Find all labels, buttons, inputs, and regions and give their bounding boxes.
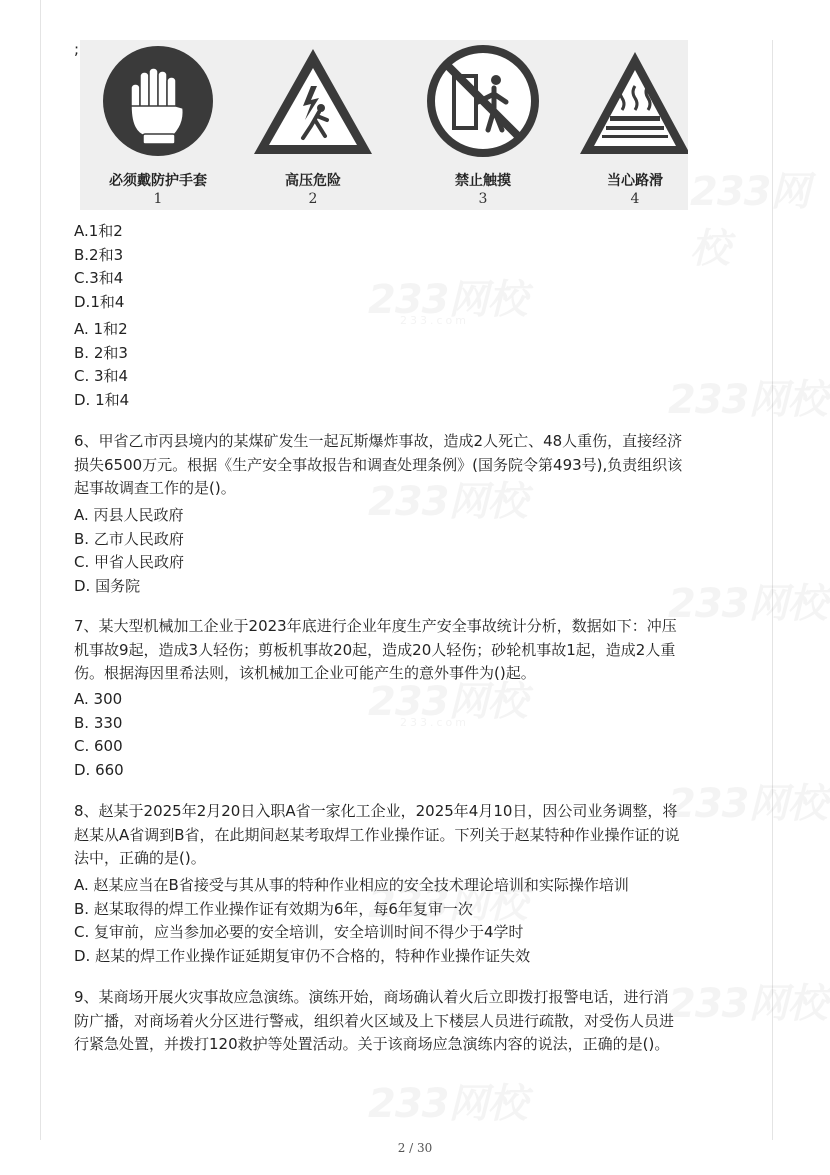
question-line: 防广播，对商场着火分区进行警戒，组织着火区域及上下楼层人员进行疏散，对受伤人员进 (74, 1011, 675, 1030)
option: A.1和2 (74, 222, 123, 240)
question-line: 8、赵某于2025年2月20日入职A省一家化工企业，2025年4月10日，因公司业务调整，将 (74, 802, 678, 820)
q7-options (74, 688, 774, 782)
text-fragment: ; (74, 40, 80, 58)
sign-number: 1 (153, 191, 163, 207)
page-edge-left (40, 0, 41, 1140)
question-line: 赵某从A省调到B省，在此期间赵某考取焊工作业操作证。下列关于赵某特种作业操作证的说 (74, 825, 680, 844)
option: D. 国务院 (74, 576, 141, 595)
sign-caption: 当心路滑 (607, 173, 663, 189)
option: C. 甲省人民政府 (74, 553, 185, 571)
question-line: 伤。根据海因里希法则，该机械加工企业可能产生的意外事件为()起。 (74, 664, 536, 682)
slippery-road-sign-icon (578, 50, 688, 158)
question-line: 6、甲省乙市丙县境内的某煤矿发生一起瓦斯爆炸事故，造成2人死亡、48人重伤，直接经济 (74, 432, 683, 450)
option: D.1和4 (74, 292, 125, 311)
option: C. 600 (74, 737, 123, 755)
option: A. 赵某应当在B省接受与其从事的特种作业相应的安全技术理论培训和实际操作培训 (74, 876, 629, 894)
sign-caption: 禁止触摸 (455, 173, 511, 189)
option: B. 330 (74, 713, 123, 732)
sign-caption: 必须戴防护手套 (109, 173, 207, 189)
question-9 (74, 986, 764, 1057)
option: D. 660 (74, 760, 124, 779)
option: D. 赵某的焊工作业操作证延期复审仍不合格的，特种作业操作证失效 (74, 946, 531, 965)
sign-number: 4 (630, 191, 640, 207)
option: B. 乙市人民政府 (74, 529, 184, 548)
option: A. 300 (74, 690, 123, 708)
question-6 (74, 430, 764, 501)
option: C. 复审前，应当参加必要的安全培训，安全培训时间不得少于4学时 (74, 923, 524, 941)
question-line: 起事故调查工作的是()。 (74, 479, 236, 497)
gloves-sign-icon (101, 44, 215, 158)
option: B.2和3 (74, 245, 124, 264)
safety-signs-figure (80, 40, 688, 210)
question-line: 损失6500万元。根据《生产安全事故报告和调查处理条例》(国务院令第493号),负责组织该 (74, 455, 683, 474)
watermark (368, 1072, 527, 1129)
option: C.3和4 (74, 269, 124, 287)
option: D. 1和4 (74, 390, 130, 409)
question-line: 7、某大型机械加工企业于2023年底进行企业年度生产安全事故统计分析，数据如下：冲压 (74, 617, 677, 635)
q5-options-a (74, 220, 774, 314)
sign-caption: 高压危险 (285, 173, 341, 189)
option: B. 2和3 (74, 343, 128, 362)
question-7 (74, 615, 764, 686)
question-line: 机事故9起，造成3人轻伤；剪板机事故20起，造成20人轻伤；砂轮机事故1起，造成2人重 (74, 640, 676, 659)
q5-options-b (74, 318, 774, 412)
question-line: 行紧急处置，并拨打120救护等处置活动。关于该商场应急演练内容的说法，正确的是()。 (74, 1035, 670, 1053)
q6-options (74, 504, 774, 598)
option: A. 1和2 (74, 320, 128, 338)
watermark-domain: 233.com (400, 314, 469, 327)
option: A. 丙县人民政府 (74, 506, 184, 524)
option: C. 3和4 (74, 367, 129, 385)
question-8 (74, 800, 764, 871)
high-voltage-sign-icon (251, 46, 375, 158)
sign-number: 3 (478, 191, 488, 207)
question-line: 9、某商场开展火灾事故应急演练。演练开始，商场确认着火后立即拨打报警电话，进行消 (74, 988, 669, 1006)
page-number: 2 / 30 (397, 1141, 433, 1155)
watermark-domain: 233.com (400, 716, 469, 729)
question-line: 法中，正确的是()。 (74, 849, 206, 867)
option: B. 赵某取得的焊工作业操作证有效期为6年，每6年复审一次 (74, 899, 473, 918)
sign-number: 2 (308, 191, 318, 207)
no-touch-sign-icon (426, 44, 540, 158)
q8-options (74, 874, 774, 968)
